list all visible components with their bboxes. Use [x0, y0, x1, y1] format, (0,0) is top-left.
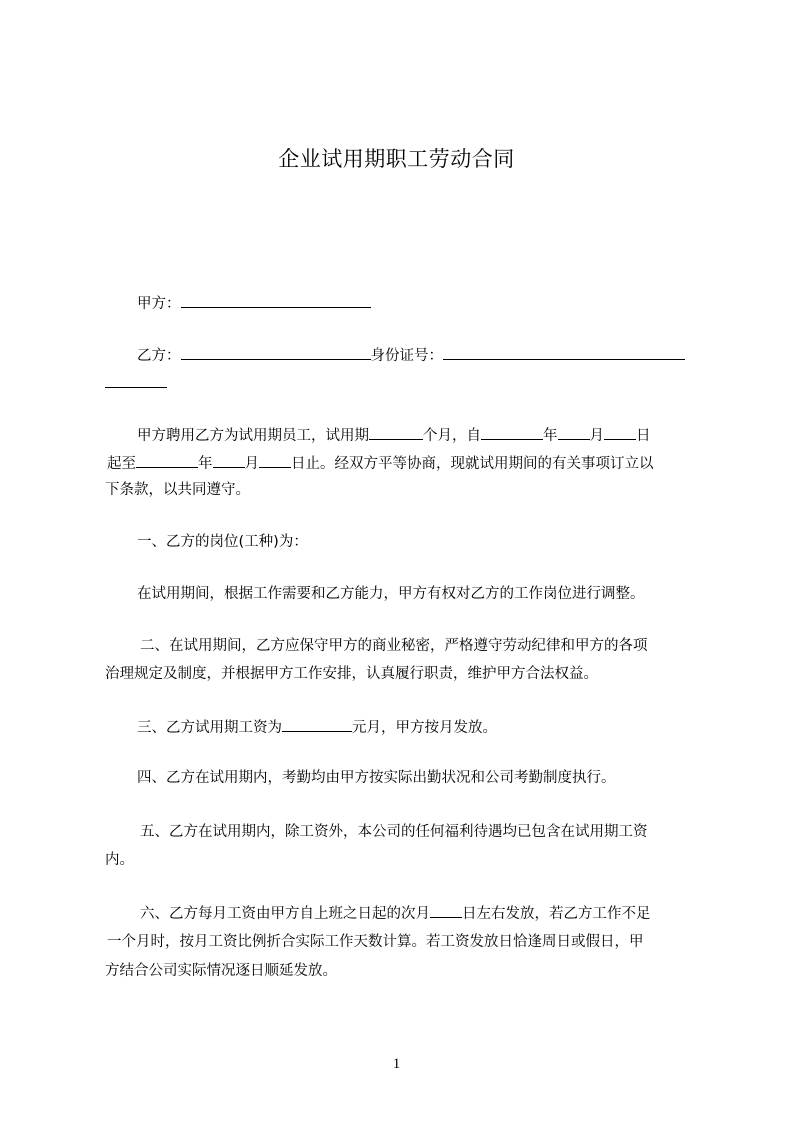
party-b-label: 乙方： — [137, 348, 181, 364]
intro-text: 下条款，以共同遵守。 — [105, 482, 250, 498]
id-number-label: 身份证号： — [370, 348, 443, 364]
intro-line-2 — [107, 452, 654, 474]
intro-text: 甲方聘用乙方为试用期员工，试用期 — [137, 428, 369, 444]
clause-1-heading: 一、乙方的岗位(工种)为： — [137, 534, 308, 550]
party-a-blank — [181, 292, 371, 308]
clause-5-line-1: 五、乙方在试用期内，除工资外，本公司的任何福利待遇均已包含在试用期工资 — [140, 824, 648, 840]
clause-3-text: 元月，甲方按月发放。 — [352, 720, 497, 736]
id-number-continuation — [105, 372, 167, 394]
id-number-blank-continued — [105, 372, 167, 388]
start-year-blank — [481, 424, 543, 440]
clause-3-text: 三、乙方试用期工资为 — [137, 720, 282, 736]
intro-text: 个月，自 — [423, 428, 481, 444]
clause-5-line-2: 内。 — [105, 852, 134, 868]
intro-line-1 — [137, 424, 651, 446]
document-title: 企业试用期职工劳动合同 — [278, 147, 515, 171]
intro-text: 年 — [543, 428, 558, 444]
intro-text: 日止。经双方平等协商，现就试用期间的有关事项订立以 — [291, 456, 654, 472]
pay-day-blank — [430, 902, 462, 918]
salary-blank — [282, 716, 352, 732]
clause-6-line-1 — [140, 902, 651, 924]
clause-6-line-3: 方结合公司实际情况逐日顺延发放。 — [105, 963, 337, 979]
clause-6-line-2: 一个月时，按月工资比例折合实际工作天数计算。若工资发放日恰逢周日或假日，甲 — [107, 934, 644, 950]
clause-2-line-2: 治理规定及制度，并根据甲方工作安排，认真履行职责，维护甲方合法权益。 — [105, 666, 598, 682]
intro-text: 年 — [198, 456, 213, 472]
party-a-line — [137, 292, 371, 314]
intro-text: 起至 — [107, 456, 136, 472]
party-b-blank — [181, 344, 371, 360]
probation-months-blank — [369, 424, 423, 440]
intro-line-3 — [105, 480, 250, 500]
party-b-line — [137, 344, 685, 366]
party-a-label: 甲方： — [137, 296, 181, 312]
start-month-blank — [558, 424, 590, 440]
clause-1-text: 在试用期间，根据工作需要和乙方能力，甲方有权对乙方的工作岗位进行调整。 — [137, 586, 645, 602]
end-month-blank — [213, 452, 245, 468]
page-number: 1 — [392, 1056, 401, 1072]
end-day-blank — [259, 452, 291, 468]
clause-2-line-1: 二、在试用期间，乙方应保守甲方的商业秘密，严格遵守劳动纪律和甲方的各项 — [140, 638, 648, 654]
clause-6-text: 六、乙方每月工资由甲方自上班之日起的次月 — [140, 906, 430, 922]
intro-text: 月 — [589, 428, 604, 444]
clause-6-text: 日左右发放，若乙方工作不足 — [462, 906, 651, 922]
clause-3-line — [137, 716, 497, 738]
start-day-blank — [604, 424, 636, 440]
id-number-blank — [443, 344, 685, 360]
clause-4-line: 四、乙方在试用期内，考勤均由甲方按实际出勤状况和公司考勤制度执行。 — [137, 770, 616, 786]
end-year-blank — [136, 452, 198, 468]
intro-text: 月 — [244, 456, 259, 472]
intro-text: 日 — [636, 428, 651, 444]
